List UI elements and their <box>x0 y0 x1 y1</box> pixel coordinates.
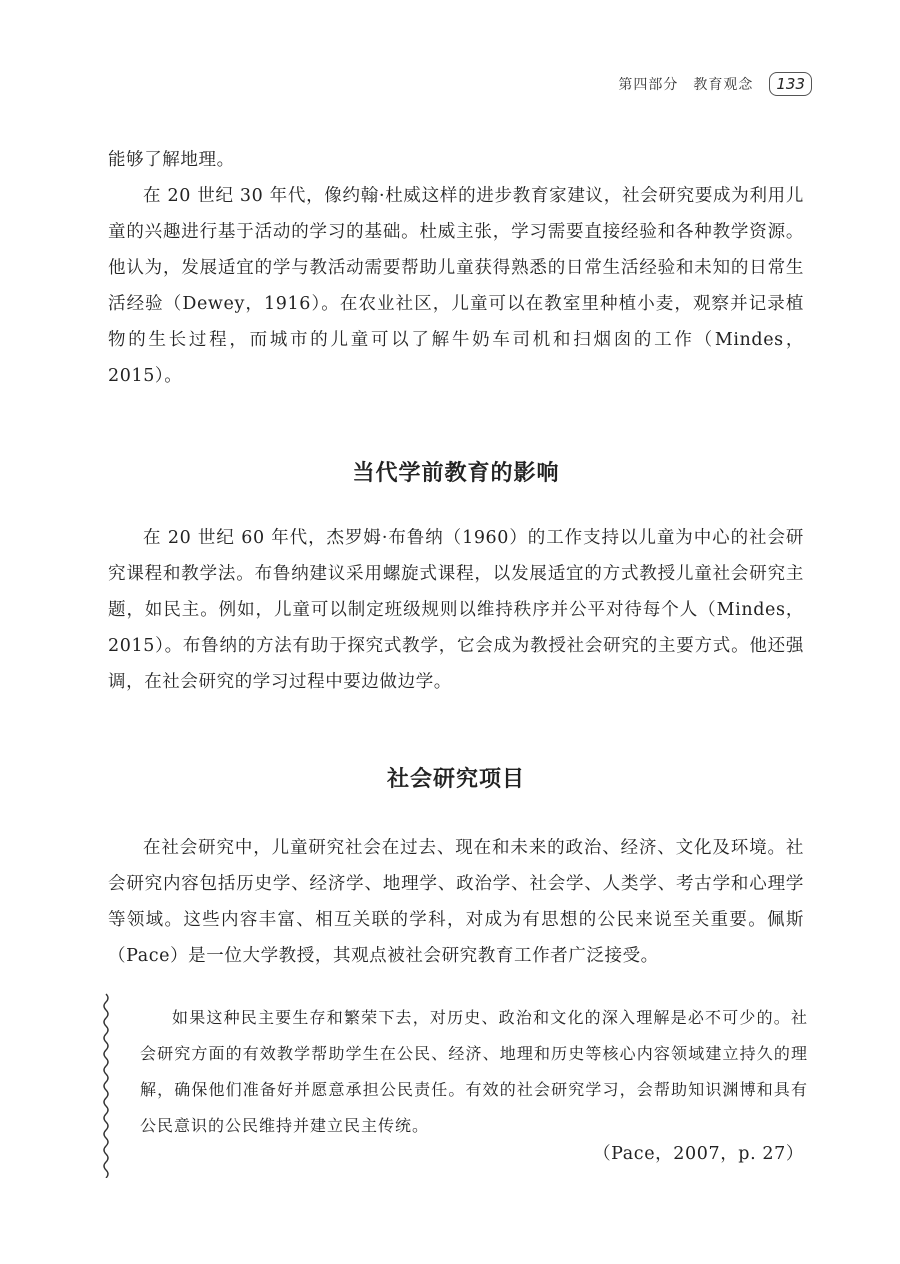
page-number: 133 <box>769 72 812 96</box>
section-heading-social-studies: 社会研究项目 <box>386 767 525 792</box>
section-social-studies <box>108 762 804 793</box>
section-contemporary-body <box>108 520 804 700</box>
quote-citation: （Pace，2007，p. 27） <box>593 1144 804 1164</box>
running-header <box>618 72 812 96</box>
section-social-studies-body <box>108 830 804 974</box>
block-quote <box>96 992 808 1178</box>
wavy-quote-rule-icon <box>96 992 116 1178</box>
continuation-text: 能够了解地理。 <box>108 150 235 170</box>
section-contemporary <box>108 456 804 487</box>
intro-paragraph: 在 20 世纪 30 年代，像约翰·杜威这样的进步教育家建议，社会研究要成为利用儿童的兴趣进行基于活动的学习的基础。杜威主张，学习需要直接经验和各种教学资源。他认为，发展适宜的学与教活动需要帮助儿童获得熟悉的日常生活经验和未知的日常生活经验（Dewey，1916）。在农业社区，儿童可以在教室里种植小麦，观察并记录植物的生长过程，而城市的儿童可以了解牛奶车司机和扫烟囱的工作（Mindes，2015）。 <box>108 186 804 386</box>
intro-block <box>108 142 804 394</box>
quote-text: 如果这种民主要生存和繁荣下去，对历史、政治和文化的深入理解是必不可少的。社会研究方面的有效教学帮助学生在公民、经济、地理和历史等核心内容领域建立持久的理解，确保他们准备好并愿意承担公民责任。有效的社会研究学习，会帮助知识渊博和具有公民意识的公民维持并建立民主传统。 <box>140 1008 808 1135</box>
section-heading-contemporary: 当代学前教育的影响 <box>352 461 560 486</box>
section-label: 第四部分 教育观念 <box>618 77 754 93</box>
social-studies-paragraph: 在社会研究中，儿童研究社会在过去、现在和未来的政治、经济、文化及环境。社会研究内容包括历史学、经济学、地理学、政治学、社会学、人类学、考古学和心理学等领域。这些内容丰富、相互关联的学科，对成为有思想的公民来说至关重要。佩斯（Pace）是一位大学教授，其观点被社会研究教育工作者广泛接受。 <box>108 838 804 966</box>
contemporary-paragraph: 在 20 世纪 60 年代，杰罗姆·布鲁纳（1960）的工作支持以儿童为中心的社会研究课程和教学法。布鲁纳建议采用螺旋式课程，以发展适宜的方式教授儿童社会研究主题，如民主。例如，儿童可以制定班级规则以维持秩序并公平对待每个人（Mindes，2015）。布鲁纳的方法有助于探究式教学，它会成为教授社会研究的主要方式。他还强调，在社会研究的学习过程中要边做边学。 <box>108 528 804 692</box>
